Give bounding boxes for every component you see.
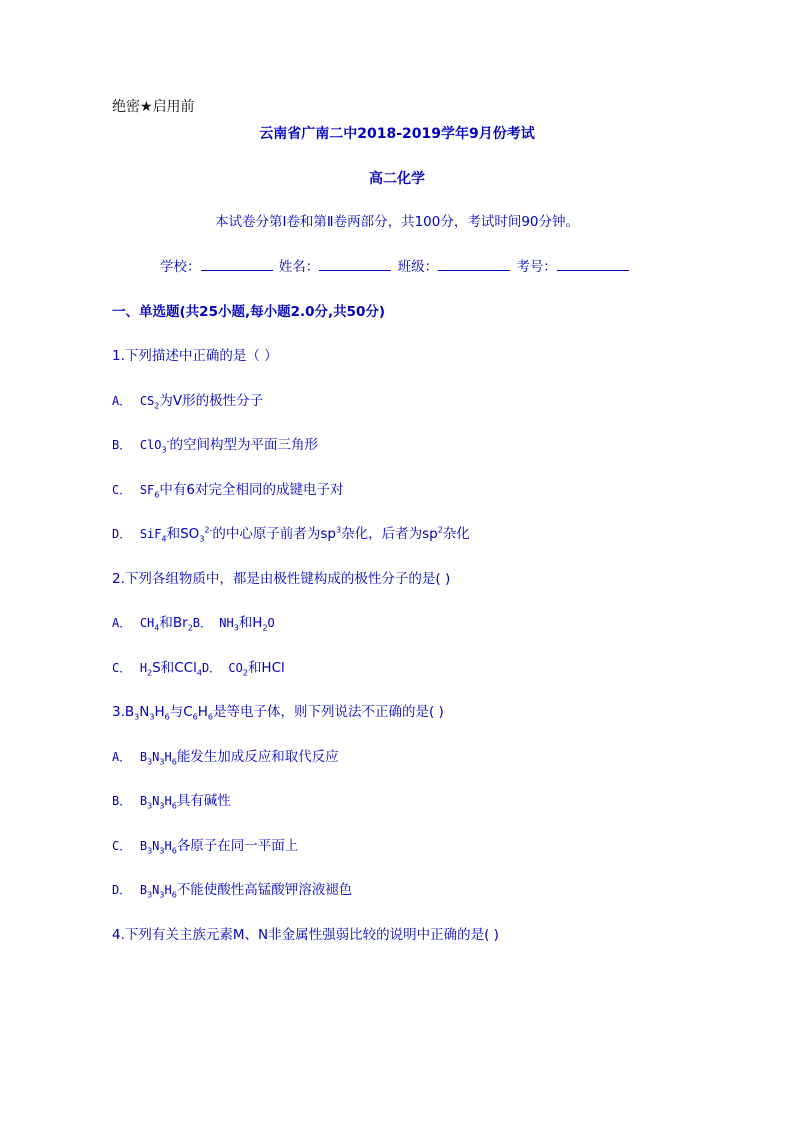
section-title: 一、单选题(共25小题,每小题2.0分,共50分) (112, 304, 386, 320)
confidential-notice: 绝密★启用前 (112, 99, 195, 115)
question-1-stem: 1.下列描述中正确的是（ ） (112, 348, 278, 364)
question-4-stem: 4.下列有关主族元素M、N非金属性强弱比较的说明中正确的是( ) (112, 927, 499, 943)
exam-number-label: 考号： (516, 259, 557, 275)
school-label: 学校： (160, 259, 201, 275)
student-info-row (160, 258, 631, 276)
class-label: 班级： (397, 259, 439, 275)
class-blank (438, 258, 510, 271)
question-1-option-c: C． $SF_6$中有6对完全相同的成键电子对 (112, 482, 344, 500)
name-blank (319, 258, 391, 271)
question-3-option-d: D． $B_3N_3H_6$不能使酸性高锰酸钾溶液褪色 (112, 882, 353, 900)
question-1-option-a: A． $CS_2$为V形的极性分子 (112, 393, 264, 411)
question-2-options-ab: A． $CH_4$和$Br_2B$． $NH_3$和$H_2O$ (112, 615, 275, 633)
question-3-option-c: C． $B_3N_3H_6$各原子在同一平面上 (112, 838, 299, 856)
question-2-stem: 2.下列各组物质中，都是由极性键构成的极性分子的是( ) (112, 571, 451, 587)
question-1-option-d: D． SiF$_4$和$SO_3^{2-}$的中心原子前者为$sp^3$杂化，后者为$sp^2$杂化 (112, 525, 470, 544)
name-label: 姓名： (278, 259, 320, 275)
exam-intro: 本试卷分第Ⅰ卷和第Ⅱ卷两部分，共100分，考试时间90分钟。 (214, 214, 580, 230)
exam-title: 云南省广南二中2018-2019学年9月份考试 (259, 126, 535, 142)
question-3-option-b: B． $B_3N_3H_6$具有碱性 (112, 793, 231, 811)
question-1-option-b: B． ClO$_3$-的空间构型为平面三角形 (112, 436, 318, 455)
exam-number-blank (557, 258, 629, 271)
question-2-options-cd: C． $H_2S$和CCl$_4$D． $CO_2$和HCl (112, 660, 285, 678)
school-blank (201, 258, 273, 271)
exam-subject: 高二化学 (369, 171, 425, 187)
question-3-option-a: A． $B_3N_3H_6$能发生加成反应和取代反应 (112, 749, 339, 767)
star-icon: ★ (140, 99, 153, 115)
question-3-stem: $3.B_3N_3H_6$与$C_6H_6$是等电子体，则下列说法不正确的是( ) (112, 704, 444, 722)
